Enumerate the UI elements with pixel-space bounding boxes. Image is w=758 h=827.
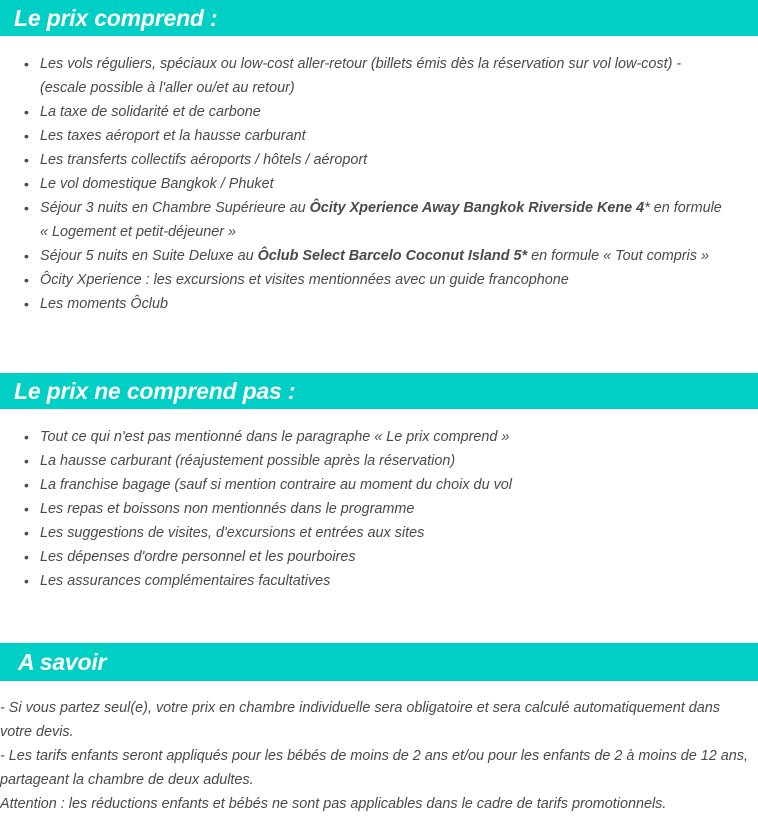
list-item: • Les transferts collectifs aéroports / hôtels / aéroport <box>0 148 758 172</box>
section-title-good-to-know: A savoir <box>18 648 107 675</box>
list-item: • Le vol domestique Bangkok / Phuket <box>0 172 758 196</box>
list-item <box>0 244 758 268</box>
note-paragraph: - Si vous partez seul(e), votre prix en chambre individuelle sera obligatoire et sera calculé automatiquement dans votre devis. <box>0 700 720 740</box>
list-item: • Tout ce qui n'est pas mentionné dans le paragraphe « Le prix comprend » <box>0 425 758 449</box>
plain-text: Séjour 5 nuits en Suite Deluxe au <box>40 248 258 264</box>
section-header-not-included <box>0 373 758 409</box>
note-paragraph: - Les tarifs enfants seront appliqués pour les bébés de moins de 2 ans et/ou pour les enfants de 2 à moins de 12 ans, partageant la chambre de deux adultes. <box>0 748 748 788</box>
list-item: • La taxe de solidarité et de carbone <box>0 100 758 124</box>
not-included-list <box>0 409 758 593</box>
emphasis-text: Ôclub Select Barcelo Coconut Island 5* <box>257 248 528 264</box>
list-item: • La franchise bagage (sauf si mention contraire au moment du choix du vol <box>0 473 758 497</box>
list-item: • Ôcity Xperience : les excursions et visites mentionnées avec un guide francophone <box>0 268 758 292</box>
section-spacer <box>0 593 758 643</box>
good-to-know-notes <box>0 681 758 816</box>
list-item <box>0 196 758 244</box>
list-item: • Les moments Ôclub <box>0 292 758 316</box>
section-header-included <box>0 0 758 36</box>
section-header-good-to-know <box>0 643 758 681</box>
included-list <box>0 36 758 316</box>
list-item: • Les assurances complémentaires facultatives <box>0 569 758 593</box>
emphasis-text: Ôcity Xperience Away Bangkok Riverside Kene 4 <box>309 200 645 216</box>
section-title-included: Le prix comprend : <box>14 4 218 31</box>
plain-text: * en formule « Logement et petit-déjeuner » <box>40 200 722 240</box>
list-item: • Les dépenses d'ordre personnel et les pourboires <box>0 545 758 569</box>
plain-text: en formule « Tout compris » <box>527 248 709 264</box>
list-item: • Les vols réguliers, spéciaux ou low-cost aller-retour (billets émis dès la réservation sur vol low-cost) - (escale possible à l'aller ou/et au retour) <box>0 52 758 100</box>
section-title-not-included: Le prix ne comprend pas : <box>14 377 296 404</box>
plain-text: Séjour 3 nuits en Chambre Supérieure au <box>40 200 310 216</box>
list-item: • Les taxes aéroport et la hausse carburant <box>0 124 758 148</box>
list-item: • La hausse carburant (réajustement possible après la réservation) <box>0 449 758 473</box>
note-paragraph: Attention : les réductions enfants et bébés ne sont pas applicables dans le cadre de tarifs promotionnels. <box>0 796 667 812</box>
list-item: • Les repas et boissons non mentionnés dans le programme <box>0 497 758 521</box>
list-item: • Les suggestions de visites, d'excursions et entrées aux sites <box>0 521 758 545</box>
section-spacer <box>0 316 758 373</box>
